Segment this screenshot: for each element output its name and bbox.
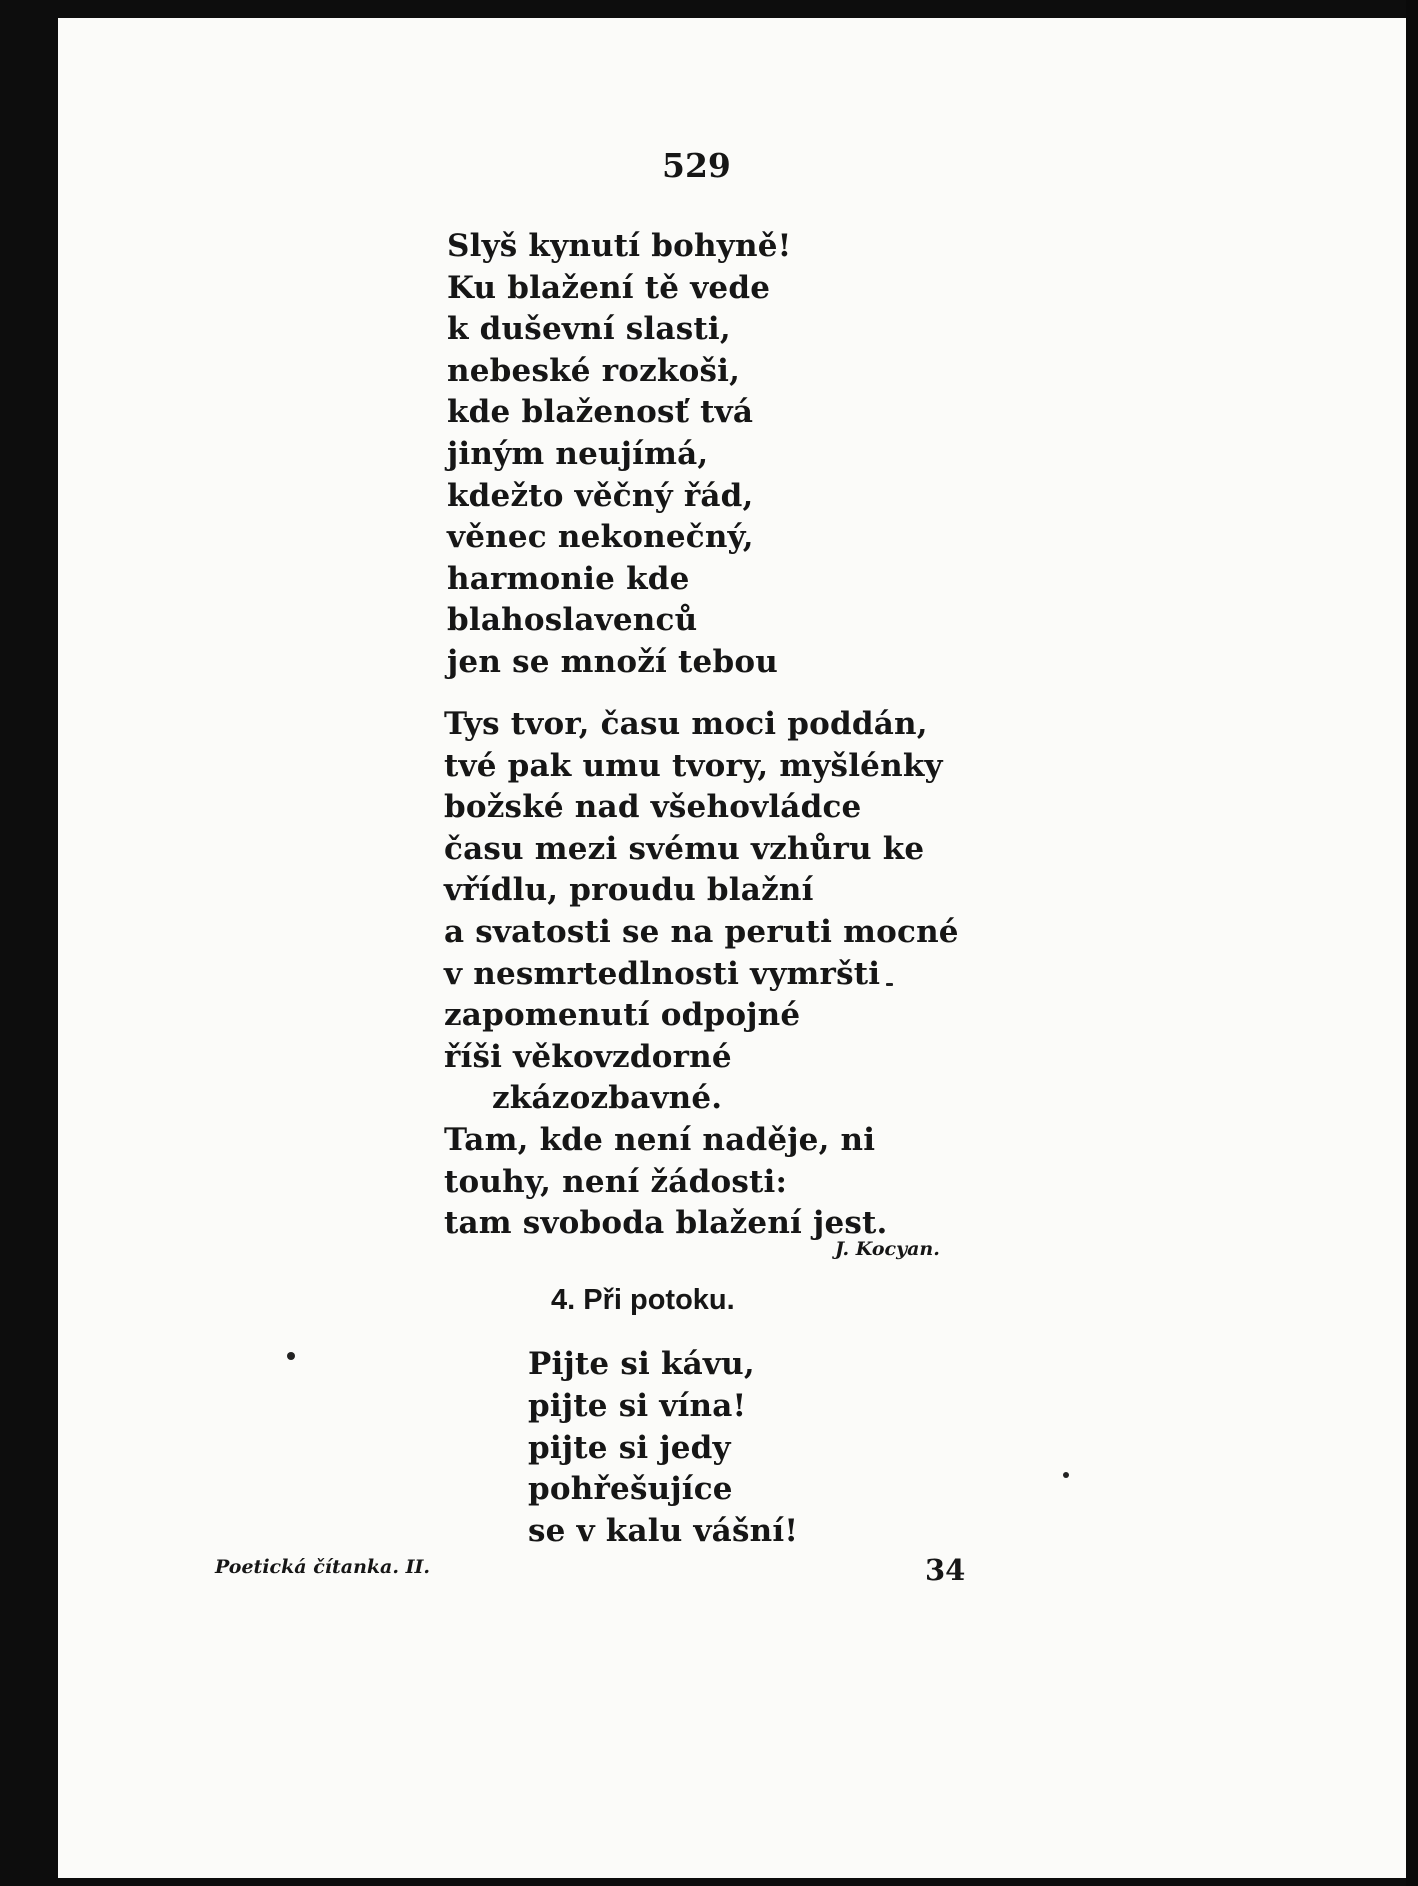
author-signature: J. Kocyan. bbox=[835, 1238, 940, 1260]
poem-line: nebeské rozkoši, bbox=[447, 352, 741, 389]
poem-line: kde blaženosť tvá bbox=[447, 394, 754, 431]
poem-line: vřídlu, proudu blažní bbox=[444, 872, 814, 909]
page-number: 529 bbox=[662, 146, 731, 185]
ink-speck bbox=[1063, 1472, 1069, 1478]
poem-line: Tys tvor, času moci poddán, bbox=[444, 706, 928, 742]
ink-speck bbox=[287, 1352, 295, 1360]
poem-line: Slyš kynutí bohyně! bbox=[447, 228, 792, 264]
poem-line: říši věkovzdorné bbox=[444, 1038, 732, 1075]
poem-heading: 4. Při potoku. bbox=[551, 1284, 735, 1316]
poem-line: se v kalu vášní! bbox=[528, 1513, 799, 1550]
footer-book-title: Poetická čítanka. II. bbox=[215, 1556, 430, 1578]
poem-line: touhy, není žádosti: bbox=[444, 1163, 788, 1200]
poem-line: pohřešujíce bbox=[528, 1471, 733, 1508]
poem-line: zkázozbavné. bbox=[492, 1080, 723, 1117]
poem-line: k duševní slasti, bbox=[447, 311, 731, 348]
stanza-2 bbox=[444, 704, 959, 1245]
poem-stanza bbox=[528, 1344, 798, 1553]
scan-edge-right bbox=[1406, 0, 1418, 1886]
poem-line: času mezi svému vzhůru ke bbox=[444, 830, 925, 867]
poem-line: Tam, kde není naděje, ni bbox=[444, 1121, 876, 1158]
stanza-1 bbox=[447, 226, 791, 684]
poem-line: věnec nekonečný, bbox=[447, 519, 754, 556]
poem-line: kdežto věčný řád, bbox=[447, 477, 754, 514]
poem-line: Ku blažení tě vede bbox=[447, 269, 771, 306]
poem-line: tvé pak umu tvory, myšlénky bbox=[444, 747, 943, 784]
poem-line: tam svoboda blažení jest. bbox=[444, 1205, 888, 1242]
poem-line: božské nad všehovládce bbox=[444, 789, 862, 826]
poem-line: blahoslavenců bbox=[447, 602, 698, 639]
poem-line: pijte si vína! bbox=[528, 1387, 747, 1424]
poem-line: jiným neujímá, bbox=[447, 435, 709, 472]
poem-line: v nesmrtedlnosti vymršti bbox=[444, 955, 881, 992]
poem-line: jen se množí tebou bbox=[447, 643, 778, 680]
signature-mark: 34 bbox=[925, 1553, 966, 1587]
poem-line: Pijte si kávu, bbox=[528, 1346, 755, 1382]
poem-line: harmonie kde bbox=[447, 560, 690, 597]
poem-line: a svatosti se na peruti mocné bbox=[444, 913, 959, 950]
poem-line: pijte si jedy bbox=[528, 1429, 731, 1466]
poem-line: zapomenutí odpojné bbox=[444, 997, 801, 1034]
